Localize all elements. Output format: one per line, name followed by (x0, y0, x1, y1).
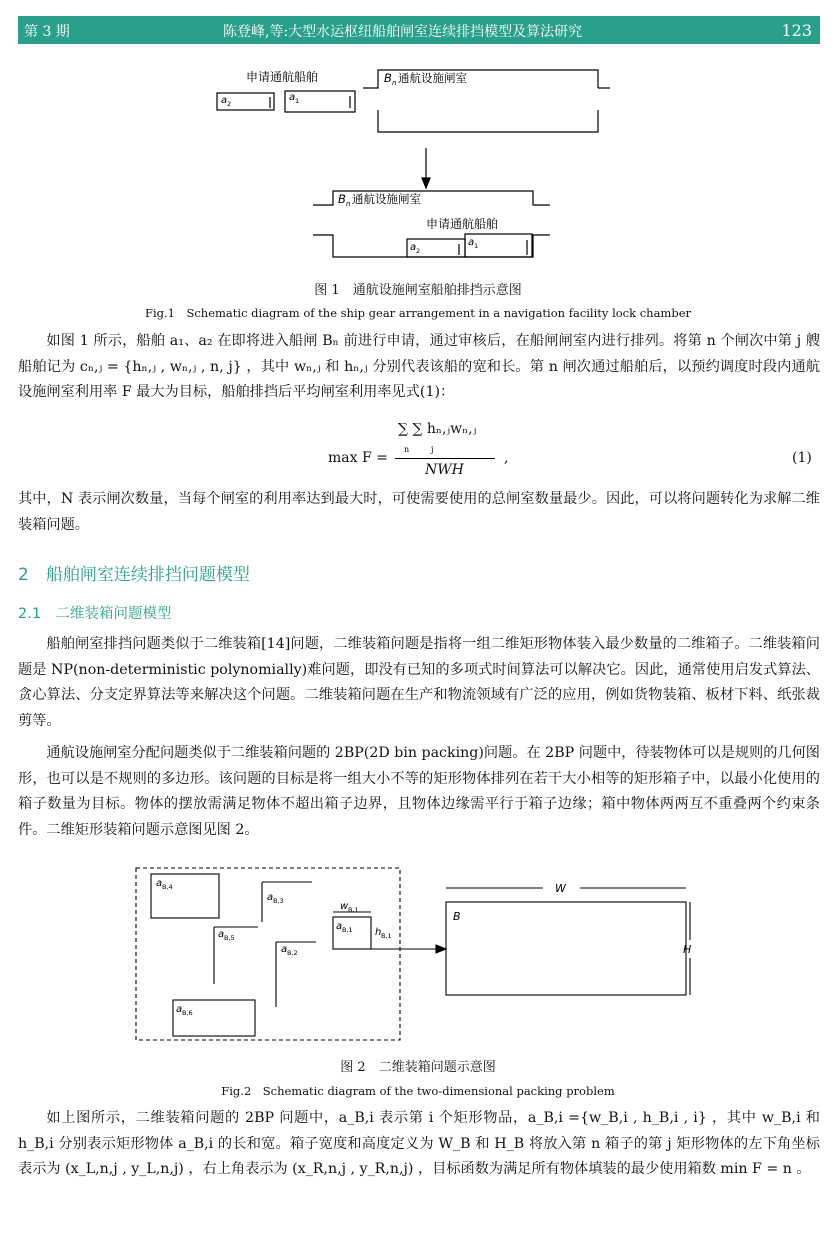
section-2-heading: 2 船舶闸室连续排挡问题模型 (18, 565, 250, 585)
item-b2: a (281, 944, 288, 955)
item-b3: a (267, 892, 274, 903)
fig1-caption-zh: 图 1 通航设施闸室船舶排挡示意图 (314, 283, 522, 298)
ship-a1-top: a (289, 92, 296, 103)
issue-number: 第 3 期 (24, 24, 70, 40)
eq-number: (1) (792, 450, 812, 466)
height-b1-sub: B,1 (381, 932, 392, 940)
apply-ships-label-bottom: 申请通航船舶 (426, 217, 499, 231)
item-b5-sub: B,5 (224, 934, 235, 942)
ship-a1-sub-bottom: 1 (474, 242, 479, 250)
fig2-caption-zh: 图 2 二维装箱问题示意图 (340, 1060, 496, 1075)
section-2-1-heading: 2.1 二维装箱问题模型 (18, 606, 172, 622)
chamber-b-bottom: B (338, 192, 346, 206)
item-b4-sub: B,4 (162, 883, 173, 891)
eq-sum-j: j (431, 445, 434, 454)
item-b4: a (156, 878, 163, 889)
ship-a2-top: a (221, 95, 228, 106)
item-b3-sub: B,3 (273, 897, 284, 905)
paragraph-5: 如上图所示，二维装箱问题的 2BP 问题中，a_B,i 表示第 i 个矩形物品，a_B,i ={w_B,i , h_B,i , i} ，其中 w_B,i 和 h_B,i 分别表示矩形物体 a_B,i 的长和宽。箱子宽度和高度定义为 W_B 和 H_B 将放入第 n 箱子的第 j 矩形物体的左下角坐标表示为 (x_L,n,j , y_L,n,j) ，右上角表示为 (x_R,n,j , y_R,n,j) ，目标函数为满足所有物体填装的最少使用箱数 min F = n 。 (18, 1110, 820, 1177)
eq-lhs: max F = (328, 450, 388, 466)
item-b1: a (336, 921, 343, 932)
page-number: 123 (781, 21, 812, 40)
chamber-label-bottom: 通航设施闸室 (352, 192, 421, 206)
chamber-label-top: 通航设施闸室 (398, 71, 467, 85)
bin-label: B (453, 910, 461, 923)
chamber-b-top: B (384, 71, 392, 85)
ship-a2-sub-bottom: 2 (416, 247, 421, 255)
eq-comma: , (504, 450, 509, 466)
item-b2-sub: B,2 (287, 949, 298, 957)
height-b1: h (375, 927, 382, 938)
ship-a1-sub-top: 1 (295, 97, 300, 105)
item-b6-sub: B,6 (182, 1009, 193, 1017)
equation-1 (0, 415, 836, 485)
width-b1-sub: B,1 (348, 906, 359, 914)
paragraph-2: 其中，N 表示闸次数量，当每个闸室的利用率达到最大时，可使需要使用的总闸室数量最少。因此，可以将问题转化为求解二维装箱问题。 (18, 491, 820, 533)
running-header (18, 16, 820, 44)
item-b5: a (218, 929, 225, 940)
ship-a1-bottom: a (468, 237, 475, 248)
eq-denominator: NWH (425, 462, 464, 478)
bin-width-label: W (555, 882, 566, 895)
figure-2 (130, 862, 710, 1048)
fig2-caption-en: Fig.2 Schematic diagram of the two-dimensional packing problem (221, 1084, 615, 1098)
apply-ships-label-top: 申请通航船舶 (246, 70, 319, 84)
paragraph-4: 通航设施闸室分配问题类似于二维装箱问题的 2BP(2D bin packing)问题。在 2BP 问题中，待装物体可以是规则的几何图形，也可以是不规则的多边形。该问题的目标是将一组大小不等的矩形物体排列在若干大小相等的矩形箱子中，以最小化使用的箱子数量为目标。物体的摆放需满足物体不超出箱子边界，且物体边缘需平行于箱子边缘；箱中物体两两互不重叠两个约束条件。二维矩形装箱问题示意图见图 2。 (18, 745, 820, 838)
chamber-b-sub-top: n (392, 79, 397, 87)
eq-sum-n: n (404, 445, 410, 454)
paragraph-1: 如图 1 所示，船舶 a₁、a₂ 在即将进入船闸 Bₙ 前进行申请，通过审核后，在船闸闸室内进行排列。将第 n 个闸次中第 j 艘船舶记为 cₙ,ⱼ = {hₙ,ⱼ , wₙ,ⱼ , n, j} ，其中 wₙ,ⱼ 和 hₙ,ⱼ 分别代表该船的宽和长。第 n 闸次通过船舶后，以预约调度时段内通航设施闸室利用率 F 最大为目标，船舶排挡后平均闸室利用率见式(1)： (18, 333, 820, 400)
ship-a2-sub-top: 2 (227, 100, 232, 108)
paragraph-3: 船舶闸室排挡问题类似于二维装箱[14]问题，二维装箱问题是指将一组二维矩形物体装入最少数量的二维箱子。二维装箱问题是 NP(non-deterministic polynomially)难问题，即没有已知的多项式时间算法可以解决它。因此，通常使用启发式算法、贪心算法、分支定界算法等来解决这个问题。二维装箱问题在生产和物流领域有广泛的应用，例如货物装箱、板材下料、纸张裁剪等。 (18, 636, 820, 729)
figure-1 (200, 60, 620, 270)
eq-numerator: ∑ ∑ hₙ,ⱼwₙ,ⱼ (398, 421, 477, 437)
fig1-caption-en: Fig.1 Schematic diagram of the ship gear arrangement in a navigation facility lock chamber (144, 306, 692, 320)
ship-a2-bottom: a (410, 242, 417, 253)
running-title: 陈登峰,等:大型水运枢纽船舶闸室连续排挡模型及算法研究 (223, 24, 583, 40)
item-b6: a (176, 1004, 183, 1015)
width-b1: w (340, 901, 349, 912)
chamber-b-sub-bottom: n (346, 200, 351, 208)
item-b1-sub: B,1 (342, 926, 353, 934)
bin-height-label: H (683, 943, 692, 956)
